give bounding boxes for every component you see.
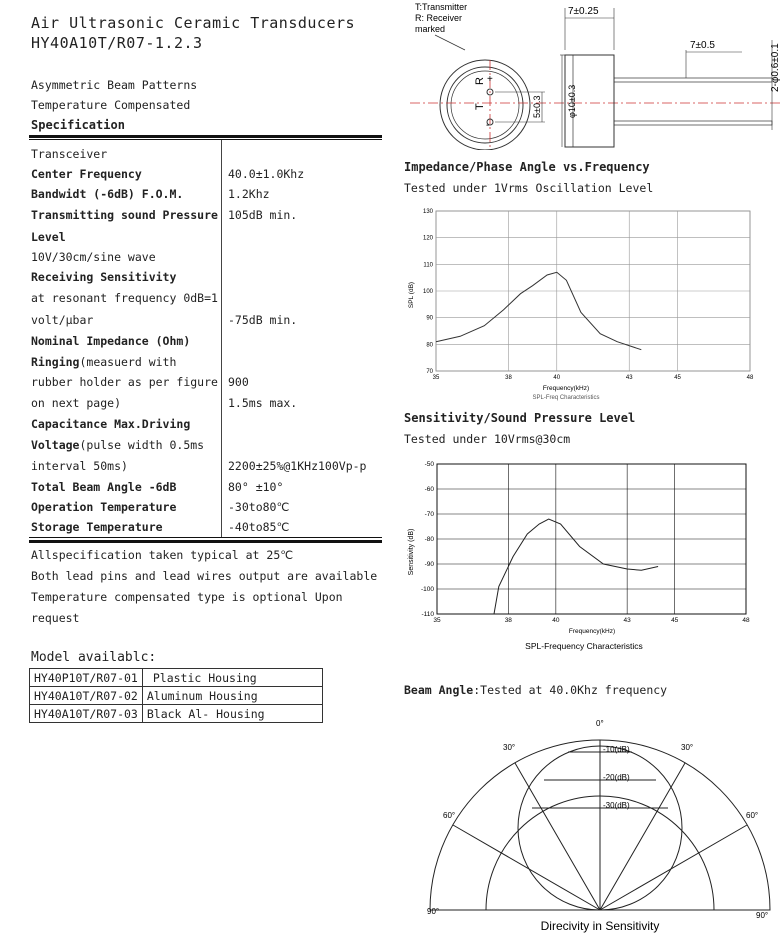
spec-column-divider xyxy=(221,140,222,537)
spec-tsp-value: 105dB min. xyxy=(228,208,298,222)
chart-xlabel: Frequency(kHz) xyxy=(568,628,616,635)
y-tick-label: -60 xyxy=(424,486,434,493)
spec-tsp-note: 10V/30cm/sine wave xyxy=(31,250,156,264)
spec-center-frequency-label: Center Frequency xyxy=(31,167,142,181)
y-tick-label: 130 xyxy=(422,209,433,215)
x-tick-label: 40 xyxy=(552,617,560,624)
x-tick-label: 48 xyxy=(746,375,754,381)
spec-voltage-line xyxy=(31,438,204,452)
x-tick-label: 43 xyxy=(625,375,633,381)
beam-pattern-diagram xyxy=(404,712,783,937)
spec-transceiver: Transceiver xyxy=(31,147,108,161)
y-tick-label: 120 xyxy=(422,235,433,242)
x-tick-label: 45 xyxy=(674,375,681,381)
r-marker: R xyxy=(474,77,486,85)
spec-voltage-note: (pulse width 0.5ms xyxy=(79,438,205,452)
legend-leader-line xyxy=(435,35,465,50)
angle-label: 90° xyxy=(427,907,440,916)
spec-bandwidth-value: 1.2Khz xyxy=(228,187,270,201)
y-tick-label: -70 xyxy=(424,511,434,518)
chart-caption: SPL-Frequency Characteristics xyxy=(525,641,643,651)
spec-op-value: -30to80℃ xyxy=(228,500,290,514)
angle-label: 90° xyxy=(756,911,769,920)
spec-ni-label: Nominal Impedance (Ohm) xyxy=(31,334,191,348)
spec-st-value: -40to85℃ xyxy=(228,520,290,534)
length-dimension: 7±0.25 xyxy=(568,6,599,17)
spec-tsp-label-2: Level xyxy=(31,230,66,244)
housing-cell: Aluminum Housing xyxy=(142,687,322,705)
radial-30-left xyxy=(515,763,600,910)
minus-marker: - xyxy=(486,120,490,131)
table-row xyxy=(30,687,323,705)
note-1: Allspecification taken typical at 25℃ xyxy=(31,548,294,562)
y-tick-label: -100 xyxy=(420,586,434,593)
spec-tsp-label-1: Transmitting sound Pressure xyxy=(31,208,218,222)
models-table xyxy=(29,668,323,723)
y-tick-label: -110 xyxy=(421,611,434,618)
spec-rs-note-2: volt/μbar xyxy=(31,313,94,327)
model-cell: HY40P10T/R07-01 xyxy=(30,669,143,687)
models-heading: Model availablc: xyxy=(31,650,157,665)
plus-marker: + xyxy=(487,74,493,85)
housing-cell: Black Al- Housing xyxy=(142,705,322,723)
model-cell: HY40A10T/R07-03 xyxy=(30,705,143,723)
beam-heading xyxy=(404,683,667,697)
spec-ni-value: 900 xyxy=(228,375,249,389)
spec-ringing-note: (measuerd with xyxy=(79,355,177,369)
spec-st-label: Storage Temperature xyxy=(31,520,163,534)
y-tick-label: -50 xyxy=(424,461,434,468)
radial-30-right xyxy=(600,763,685,910)
spec-voltage-label: Voltage xyxy=(31,438,80,452)
spec-beam-value: 80° ±10° xyxy=(228,480,284,494)
spec-ringing-line xyxy=(31,355,176,369)
mechanical-drawing xyxy=(405,0,783,150)
sensitivity-subtitle: Tested under 10Vrms@30cm xyxy=(404,432,571,446)
spec-interval-note: interval 50ms) xyxy=(31,459,128,473)
note-4: request xyxy=(31,611,80,625)
model-cell: HY40A10T/R07-02 xyxy=(30,687,143,705)
spec-bottom-rule xyxy=(29,540,382,543)
x-tick-label: 48 xyxy=(742,617,750,624)
spec-rs-note-1: at resonant frequency 0dB=1 xyxy=(31,291,218,305)
x-tick-label: 35 xyxy=(433,617,441,624)
chart-ylabel: Sensitivity (dB) xyxy=(408,528,415,576)
spec-np-note: on next page) xyxy=(31,396,122,410)
spec-rs-label: Receiving Sensitivity xyxy=(31,270,177,284)
lead-top xyxy=(614,78,772,82)
housing-cell: Plastic Housing xyxy=(142,669,322,687)
beam-subtitle: :Tested at 40.0Khz frequency xyxy=(473,683,668,697)
spacing-dimension: 5±0.3 xyxy=(532,95,542,118)
chart-ylabel: SPL (dB) xyxy=(408,281,415,309)
x-tick-label: 38 xyxy=(504,617,512,624)
t-marker: T xyxy=(474,103,486,110)
x-tick-label: 40 xyxy=(553,375,561,381)
y-tick-label: 100 xyxy=(422,289,433,295)
spl-freq-chart xyxy=(404,200,764,408)
x-tick-label: 35 xyxy=(432,375,440,381)
spec-ringing-value: 1.5ms max. xyxy=(228,396,298,410)
beam-title: Beam Angle xyxy=(404,683,474,697)
chart-caption: SPL-Freq Characteristics xyxy=(532,395,600,401)
note-2: Both lead pins and lead wires output are available xyxy=(31,569,378,583)
radial-60-left xyxy=(453,825,600,910)
x-tick-label: 38 xyxy=(505,375,512,381)
angle-label: 30° xyxy=(681,743,694,752)
table-row xyxy=(30,669,323,687)
beam-caption: Direcivity in Sensitivity xyxy=(540,919,660,933)
angle-label: 60° xyxy=(746,811,759,820)
lead-bottom xyxy=(614,121,772,125)
model-number: HY40A10T/R07-1.2.3 xyxy=(31,34,203,52)
radial-60-right xyxy=(600,825,747,910)
x-tick-label: 45 xyxy=(671,617,679,624)
lead-dimension: 7±0.5 xyxy=(690,40,715,51)
spec-top-rule xyxy=(29,135,382,138)
legend-receiver: R: Receiver xyxy=(415,13,463,23)
chart-ticks xyxy=(423,209,754,381)
series-line xyxy=(494,519,658,614)
note-3: Temperature compensated type is optional Upon xyxy=(31,590,343,604)
y-tick-label: -90 xyxy=(424,561,434,568)
chart-grid xyxy=(436,211,750,371)
chart-grid xyxy=(437,464,746,614)
ring-label: -10(dB) xyxy=(603,745,630,754)
diameter-dimension: φ10±0.3 xyxy=(567,84,577,118)
y-tick-label: 80 xyxy=(426,342,433,349)
angle-label: 30° xyxy=(503,743,516,752)
spec-bandwidth-label: Bandwidt (-6dB) F.O.M. xyxy=(31,187,184,201)
spec-rh-note: rubber holder as per figure xyxy=(31,375,218,389)
impedance-title: Impedance/Phase Angle vs.Frequency xyxy=(404,160,650,174)
spec-center-frequency-value: 40.0±1.0Khz xyxy=(228,167,305,181)
spec-heading: Specification xyxy=(31,118,125,132)
table-row xyxy=(30,705,323,723)
y-tick-label: 90 xyxy=(426,315,433,322)
spec-op-label: Operation Temperature xyxy=(31,500,177,514)
series-line xyxy=(436,272,641,349)
feature-1: Asymmetric Beam Patterns xyxy=(31,78,198,92)
sensitivity-title: Sensitivity/Sound Pressure Level xyxy=(404,411,636,425)
document-title: Air Ultrasonic Ceramic Transducers xyxy=(31,14,356,32)
feature-2: Temperature Compensated xyxy=(31,98,191,112)
spec-ringing-label: Ringing xyxy=(31,355,80,369)
angle-label: 0° xyxy=(596,719,604,728)
x-tick-label: 43 xyxy=(623,617,631,624)
y-tick-label: 70 xyxy=(426,369,433,375)
angle-label: 60° xyxy=(443,811,456,820)
y-tick-label: -80 xyxy=(424,536,434,543)
impedance-subtitle: Tested under 1Vrms Oscillation Level xyxy=(404,181,654,195)
spec-beam-label: Total Beam Angle -6dB xyxy=(31,480,177,494)
sensitivity-chart xyxy=(404,452,764,657)
ring-label: -20(dB) xyxy=(603,773,630,782)
spec-top-rule-thin xyxy=(29,139,382,140)
legend-marked: marked xyxy=(415,24,446,34)
chart-xlabel: Frequency(kHz) xyxy=(542,385,590,392)
ring-label: -30(dB) xyxy=(603,801,630,810)
pin-dimension: 2-φ0.6±0.1 xyxy=(770,43,781,92)
spec-bottom-rule-thin xyxy=(29,537,382,538)
y-tick-label: 110 xyxy=(423,262,433,269)
spec-cap-value: 2200±25%@1KHz100Vp-p xyxy=(228,459,367,473)
chart-ticks xyxy=(421,461,750,624)
spec-cap-label: Capacitance Max.Driving xyxy=(31,417,191,431)
legend-transmitter: T:Transmitter xyxy=(415,2,468,12)
spec-rs-value: -75dB min. xyxy=(228,313,298,327)
